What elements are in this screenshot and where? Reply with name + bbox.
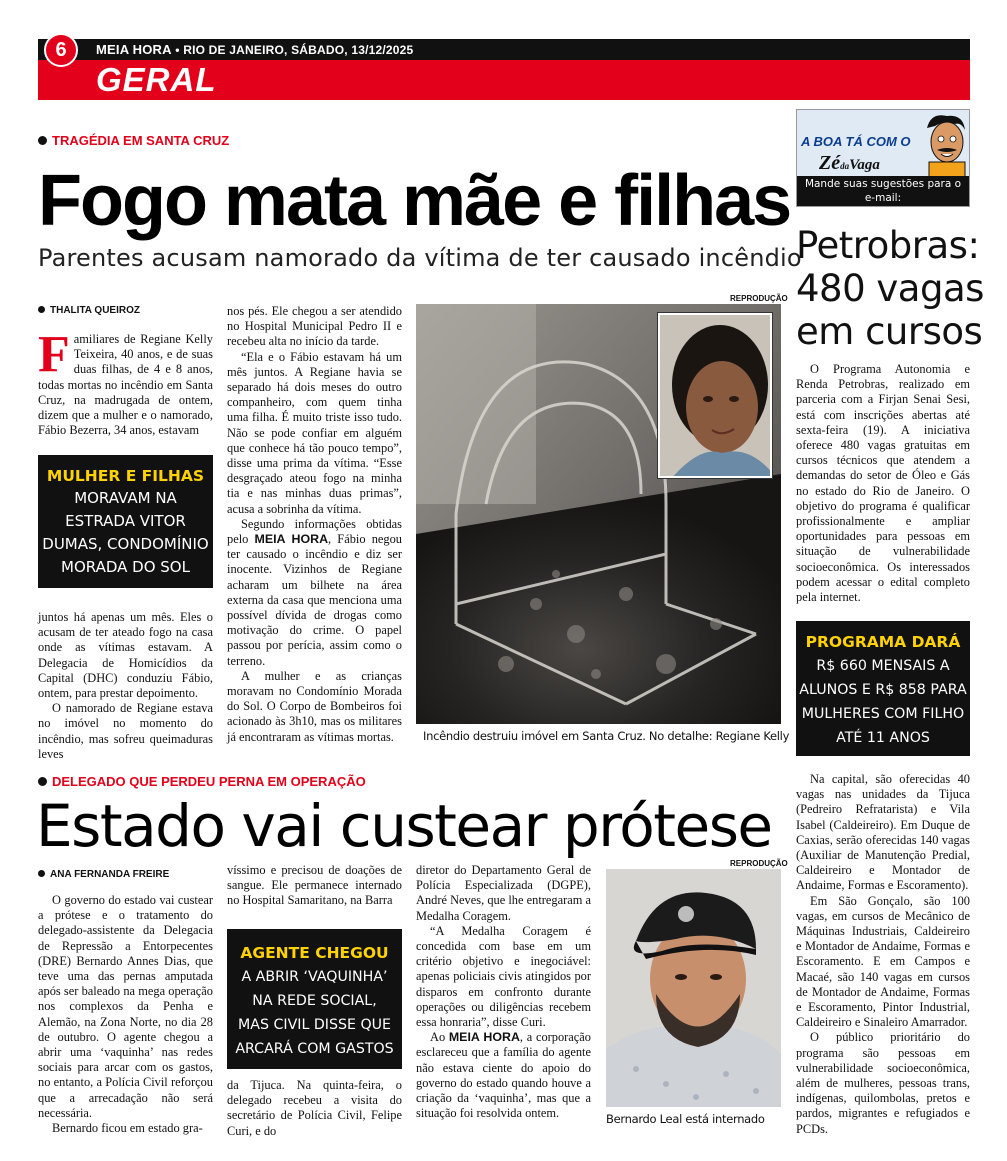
story2-column-1 [38,893,213,1136]
story2-paragraph: Bernardo ficou em estado gra- [52,1121,203,1136]
headline-line: 480 vagas [796,267,984,310]
byline-text: ANA FERNANDA FREIRE [50,869,170,880]
story2-paragraph: “A Medalha Coragem é concedida com base em um critério objetivo e inegociável: apenas policiais civis atingidos por disparos em confronto durante operações ou diligências recebem essa honraria”, disse Curi. [416,923,591,1030]
promo-cta [797,176,969,219]
bullet-icon [38,306,45,313]
story2-column-3 [416,863,591,1121]
promo-cta-bar [797,176,969,218]
paragraph-text: Segundo informações obtidas pelo [227,516,402,547]
bullet-icon [38,870,45,877]
story2-byline [38,869,169,880]
promo-name [819,152,880,175]
story1-headline: Fogo mata mãe e filhas [38,161,791,241]
promo-name-small: da [840,161,850,171]
story1-paragraph: “Ela e o Fábio estavam há um mês juntos. A Regiane havia se separado há dois meses do outro companheiro, com quem tinha uma filha. É muito triste isso tudo. Não se pode confiar em alguém que conhece há tão pouco tempo”, disse uma prima da vítima. “Esse desgraçado ateou fogo na minha tia e nas minhas duas primas”, acusa a sobrinha da vítima. [227,349,402,516]
story1-column-1 [38,326,213,438]
promo-name-part: Vaga [849,157,880,173]
story2-headline: Estado vai custear prótese [36,792,772,860]
promo-title: A BOA TÁ COM O [801,134,911,149]
box-line: ALUNOS E R$ 858 PARA [799,682,967,698]
dateline [96,42,413,57]
box-lead: AGENTE CHEGOU [240,944,389,962]
box-lead: PROGRAMA DARÁ [805,633,961,651]
story2-paragraph: da Tijuca. Na quinta-feira, o delegado recebeu a visita do secretário de Polícia Civil, Felipe Curi, e do [227,1078,402,1138]
box-line: MORADA DO SOL [61,558,190,576]
box-line: ARCARÁ COM GASTOS [235,1041,394,1057]
bullet-icon [38,136,47,145]
box-line: DUMAS, CONDOMÍNIO [42,535,209,553]
story2-paragraph: O governo do estado vai custear a prótese e o tratamento do delegado-assistente da Delegacia de Repressão a Entorpecentes (DRE) Bernardo Annes Dias, que teve uma das pernas amputada após ser baleado na mega operação nos complexos da Penha e Alemão, na Zona Norte, no dia 28 de outubro. O agente chegou a abrir uma ‘vaquinha’ nas redes sociais para arcar com os gastos, no entanto, a Polícia Civil reforçou que a arrecadação não será necessária. [38,893,213,1120]
photo-caption: Bernardo Leal está internado [606,1112,765,1126]
sidebar-paragraph: Em São Gonçalo, são 100 vagas, em cursos de Mecânico de Máquinas Industriais, Caldeireiro e Montador de Andaime, Formas e Escoramento. E em Campos e Macaé, são 140 vagas em cursos de Montador de Andaime, Formas e Escoramento, Pintor Industrial, Caldeireiro e Sinaleiro Amarrador. [796,893,970,1030]
box-line: MAS CIVIL DISSE QUE [238,1017,391,1033]
promo-cta-line: Mande suas sugestões para o [804,178,962,190]
box-line: ESTRADA VITOR [65,512,186,530]
story1-paragraph [38,326,213,438]
date-text: • RIO DE JANEIRO, SÁBADO, 13/12/2025 [175,43,414,57]
story1-subheadline: Parentes acusam namorado da vítima de ter causado incêndio [38,244,802,272]
paragraph-text: , a corporação esclareceu que a família do agente não estava ciente do apoio do governo do estado quando houve a criação da ‘vaquinha’, mas que a situação foi resolvida ontem. [416,1030,591,1121]
story2-paragraph [416,1030,591,1121]
section-title: GERAL [96,61,217,98]
story1-paragraph: nos pés. Ele chegou a ser atendido no Hospital Municipal Pedro II e recebeu alta no início da tarde. [227,304,402,349]
story2-column-2 [227,863,402,909]
sidebar-column-b [796,772,970,1137]
photo-caption: Incêndio destruiu imóvel em Santa Cruz. No detalhe: Regiane Kelly [423,729,790,743]
box-line: MULHERES COM FILHO [801,706,965,722]
story2-paragraph: diretor do Departamento Geral de Polícia Especializada (DGPE), André Neves, que lhe entregaram a Medalha Coragem. [416,863,591,923]
sidebar-paragraph: O público prioritário do programa são pessoas em vulnerabilidade socioeconômica, além de mulheres, pessoas trans, indígenas, quilombolas, pretos e pardos, migrantes e refugiados e PCDs. [796,1030,970,1136]
story2-highlight-box [227,929,402,1069]
sidebar-headline [796,224,984,353]
sidebar-paragraph: Na capital, são oferecidas 40 vagas nas unidades da Tijuca (Pedreiro Refratarista) e Vila Isabel (Caldeireiro). Em Duque de Caxias, serão oferecidas 140 vagas (Auxiliar de Manutenção Predial, Caldeireiro e Montador de Andaime, Formas e Escoramento). [796,772,970,893]
brand-mention: MEIA HORA [448,1030,520,1045]
headline-line: em cursos [796,310,983,353]
photo-credit: REPRODUÇÃO [730,294,788,303]
photo-credit: REPRODUÇÃO [730,859,788,868]
kicker-text: DELEGADO QUE PERDEU PERNA EM OPERAÇÃO [52,774,366,789]
box-line: A ABRIR ‘VAQUINHA’ [241,969,388,985]
promo-name-part: Zé [819,152,841,174]
portrait-man-image [606,869,781,1107]
headline-line: Petrobras: [796,224,980,267]
sidebar-paragraph: O Programa Autonomia e Renda Petrobras, realizado em parceria com a Firjan Senai Sesi, está com inscrições abertas até sexta-feira (19). A iniciativa oferece 480 vagas gratuitas em cursos técnicos que atendem a demandas do setor de Óleo e Gás no estado do Rio de Janeiro. O objetivo do programa é qualificar profissionalmente e ampliar oportunidades para pessoas em situação de vulnerabilidade socioeconômica. Os interessados podem acessar o edital completo pela internet. [796,362,970,605]
sidebar-highlight-box [796,621,970,756]
byline-text: THALITA QUEIROZ [50,305,140,316]
box-line: MORAVAM NA [74,489,177,507]
brand-mention: MEIA HORA [254,532,329,547]
story1-highlight-box [38,455,213,588]
paragraph-text: Ao [430,1030,449,1045]
box-lead: MULHER E FILHAS [46,467,205,485]
story1-paragraph [227,517,402,669]
story1-paragraph: juntos há apenas um mês. Eles o acusam de ter ateado fogo na casa onde as vítimas estavam. A Delegacia de Homicídios da Capital (DHC) conduziu Fábio, ontem, para prestar depoimento. [38,610,213,701]
victim-inset-photo [658,313,772,478]
kicker-text: TRAGÉDIA EM SANTA CRUZ [52,133,230,148]
story2-column-2b [227,1078,402,1139]
box-line: NA REDE SOCIAL, [252,993,377,1009]
page-number: 6 [44,33,78,67]
story1-column-1b [38,610,213,762]
story1-paragraph: O namorado de Regiane estava no imóvel no momento do incêndio, mas sofreu queimaduras leves [38,701,213,761]
paragraph-text: , Fábio negou ter causado o incêndio e diz ser inocente. Vizinhos de Regiane acharam um bilhete na área externa da casa que menciona uma possível dívida de drogas como motivação do crime. O papel passou por perícia, assim como o terreno. [227,532,402,668]
story1-paragraph: A mulher e as crianças moravam no Condomínio Morada do Sol. O Corpo de Bombeiros foi acionado às 3h10, mas os militares já encontraram as vítimas mortas. [227,668,402,744]
mascot-icon [921,112,969,178]
box-line: ATÉ 11 ANOS [836,730,930,746]
agent-photo [606,869,781,1107]
sidebar-column [796,362,970,605]
bullet-icon [38,777,47,786]
box-line: R$ 660 MENSAIS A [816,658,950,674]
story2-paragraph: víssimo e precisou de doações de sangue. Ele permanece internado no Hospital Samaritano, na Barra [227,863,402,908]
story1-column-2 [227,304,402,745]
zedavaga-promo [796,109,970,218]
paragraph-text: amiliares de Regiane Kelly Teixeira, 40 anos, e de suas duas filhas, de 4 e 8 anos, todas mortas no incêndio em Santa Cruz, na madrugada de ontem, dizem que a mulher e o namorado, Fábio Bezerra, 34 anos, estavam [38,332,213,438]
drop-cap: F [38,326,70,383]
portrait-woman-image [660,315,772,478]
story1-byline [38,305,140,316]
story2-kicker [38,774,366,789]
promo-cta-email: e-mail: zedavaga@meiahora.com [814,192,952,218]
story1-kicker [38,133,229,148]
brand-name: MEIA HORA [96,42,172,57]
